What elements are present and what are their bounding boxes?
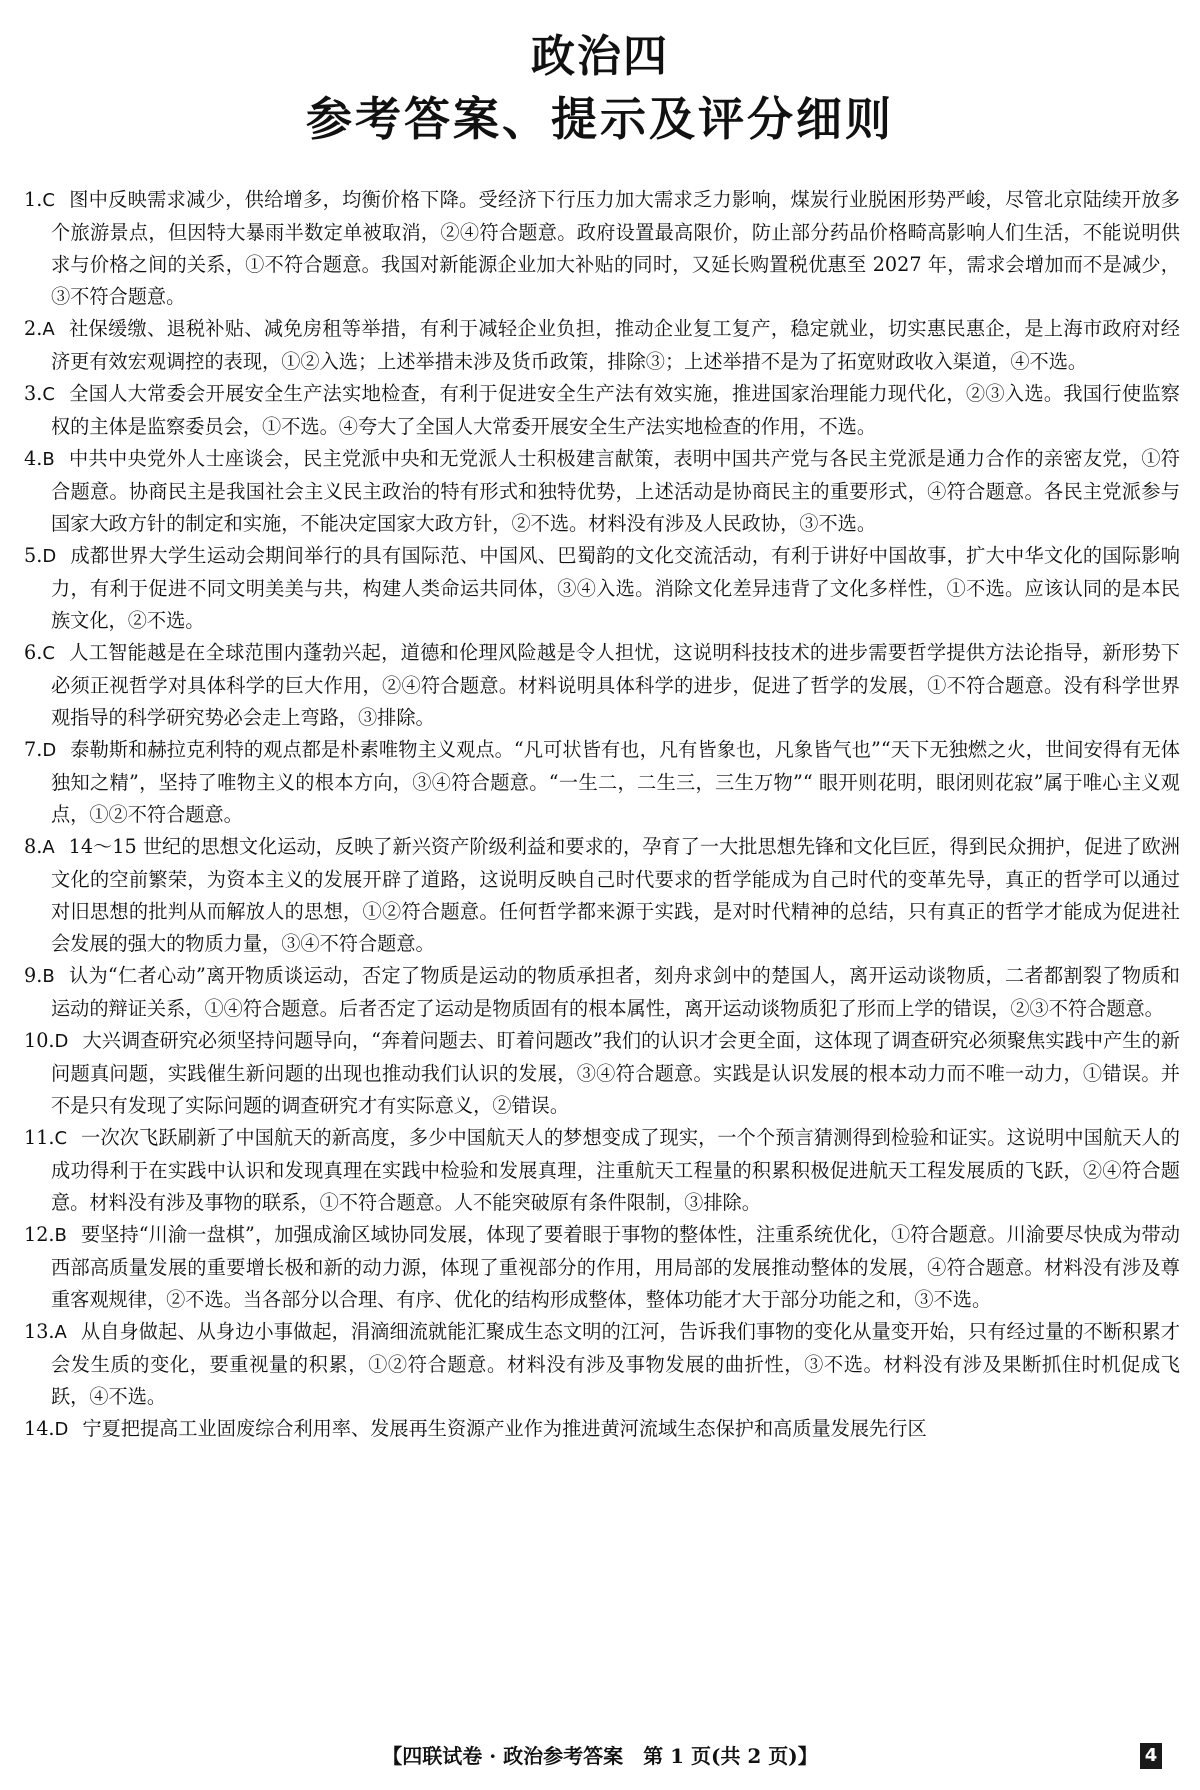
answer-item-9 <box>24 960 1180 1025</box>
answer-item-8 <box>24 831 1180 960</box>
answer-list <box>24 184 1180 1446</box>
answer-choice: C <box>54 1128 68 1149</box>
question-number: 10. <box>24 1029 55 1052</box>
answer-explanation: 14～15 世纪的思想文化运动，反映了新兴资产阶级利益和要求的，孕育了一大批思想先锋和文化巨匠，得到民众拥护，促进了欧洲文化的空前繁荣，为资本主义的发展开辟了道路，这说明反映自己时代要求的哲学能成为自己时代的变革先导，真正的哲学可以通过对旧思想的批判从而解放人的思想，①②符合题意。任何哲学都来源于实践，是对时代精神的总结，只有真正的哲学才能成为促进社会发展的强大的物质力量，③④不符合题意。 <box>51 835 1180 955</box>
question-number: 14. <box>24 1417 55 1440</box>
answer-choice: B <box>42 449 55 470</box>
question-number: 5. <box>24 544 43 567</box>
answer-choice: C <box>42 643 55 664</box>
answer-explanation: 要坚持“川渝一盘棋”，加强成渝区域协同发展，体现了要着眼于事物的整体性，注重系统优化，①符合题意。川渝要尽快成为带动西部高质量发展的重要增长极和新的动力源，体现了重视部分的作用，用局部的发展推动整体的发展，④符合题意。材料没有涉及尊重客观规律，②不选。当各部分以合理、有序、优化的结构形成整体，整体功能才大于部分功能之和，③不选。 <box>51 1223 1180 1311</box>
question-number: 12. <box>24 1223 55 1246</box>
answer-item-13 <box>24 1316 1180 1413</box>
answer-item-6 <box>24 637 1180 734</box>
answer-item-10 <box>24 1025 1180 1122</box>
answer-item-3 <box>24 378 1180 443</box>
answer-item-11 <box>24 1122 1180 1219</box>
answer-explanation: 宁夏把提高工业固废综合利用率、发展再生资源产业作为推进黄河流域生态保护和高质量发展先行区 <box>82 1417 927 1440</box>
answer-item-12 <box>24 1219 1180 1316</box>
answer-explanation: 人工智能越是在全球范围内蓬勃兴起，道德和伦理风险越是令人担忧，这说明科技技术的进步需要哲学提供方法论指导，新形势下必须正视哲学对具体科学的巨大作用，②④符合题意。材料说明具体科学的进步，促进了哲学的发展，①不符合题意。没有科学世界观指导的科学研究势必会走上弯路，③排除。 <box>51 641 1180 729</box>
answer-choice: D <box>42 546 57 567</box>
question-number: 2. <box>24 317 43 340</box>
answer-choice: B <box>42 966 55 987</box>
page-subtitle: 参考答案、提示及评分细则 <box>306 92 894 146</box>
answer-choice: A <box>42 319 55 340</box>
question-number: 8. <box>24 835 43 858</box>
answer-choice: D <box>42 740 57 761</box>
answer-choice: D <box>54 1419 69 1440</box>
page-title: 政治四 <box>531 31 669 82</box>
answer-explanation: 大兴调查研究必须坚持问题导向，“奔着问题去、盯着问题改”我们的认识才会更全面，这体现了调查研究必须聚焦实践中产生的新问题真问题，实践催生新问题的出现也推动我们认识的发展，③④符合题意。实践是认识发展的根本动力而不唯一动力，①错误。并不是只有发现了实际问题的调查研究才有实际意义，②错误。 <box>51 1029 1180 1117</box>
title-block <box>0 28 1200 152</box>
answer-explanation: 泰勒斯和赫拉克利特的观点都是朴素唯物主义观点。“凡可状皆有也，凡有皆象也，凡象皆气也”“天下无独燃之火，世间安得有无体独知之精”，坚持了唯物主义的根本方向，③④符合题意。“一生二，二生三，三生万物”“ 眼开则花明，眼闭则花寂”属于唯心主义观点，①②不符合题意。 <box>51 738 1180 826</box>
answer-item-2 <box>24 313 1180 378</box>
answer-explanation: 全国人大常委会开展安全生产法实地检查，有利于促进安全生产法有效实施，推进国家治理能力现代化，②③入选。我国行使监察权的主体是监察委员会，①不选。④夸大了全国人大常委开展安全生产法实地检查的作用，不选。 <box>51 382 1180 438</box>
answer-explanation: 图中反映需求减少，供给增多，均衡价格下降。受经济下行压力加大需求乏力影响，煤炭行业脱困形势严峻，尽管北京陆续开放多个旅游景点，但因特大暴雨半数定单被取消，②④符合题意。政府设置最高限价，防止部分药品价格畸高影响人们生活，不能说明供求与价格之间的关系，①不符合题意。我国对新能源企业加大补贴的同时，又延长购置税优惠至 2027 年，需求会增加而不是减少，③不符合题意。 <box>51 188 1180 308</box>
question-number: 4. <box>24 447 43 470</box>
question-number: 3. <box>24 382 43 405</box>
question-number: 11. <box>24 1126 55 1149</box>
answer-item-5 <box>24 540 1180 637</box>
question-number: 1. <box>24 188 43 211</box>
answer-choice: D <box>54 1031 69 1052</box>
answer-choice: B <box>54 1225 67 1246</box>
answer-explanation: 一次次飞跃刷新了中国航天的新高度，多少中国航天人的梦想变成了现实，一个个预言猜测得到检验和证实。这说明中国航天人的成功得利于在实践中认识和发现真理在实践中检验和发展真理，注重航天工程量的积累积极促进航天工程发展质的飞跃，②④符合题意。材料没有涉及事物的联系，①不符合题意。人不能突破原有条件限制，③排除。 <box>51 1126 1180 1214</box>
answer-choice: A <box>54 1322 67 1343</box>
answer-choice: C <box>42 384 55 405</box>
question-number: 13. <box>24 1320 55 1343</box>
question-number: 7. <box>24 738 43 761</box>
answer-item-1 <box>24 184 1180 313</box>
answer-choice: A <box>42 837 55 858</box>
answer-item-4 <box>24 443 1180 540</box>
answer-explanation: 从自身做起、从身边小事做起，涓滴细流就能汇聚成生态文明的江河，告诉我们事物的变化从量变开始，只有经过量的不断积累才会发生质的变化，要重视量的积累，①②符合题意。材料没有涉及事物发展的曲折性，③不选。材料没有涉及果断抓住时机促成飞跃，④不选。 <box>51 1320 1180 1408</box>
answer-choice: C <box>42 190 55 211</box>
answer-item-7 <box>24 734 1180 831</box>
answer-item-14 <box>24 1413 1180 1446</box>
page-number-badge: 4 <box>1140 1743 1162 1769</box>
question-number: 6. <box>24 641 43 664</box>
page-footer: 【四联试卷 · 政治参考答案 第 1 页(共 2 页)】 <box>382 1744 818 1768</box>
answer-explanation: 中共中央党外人士座谈会，民主党派中央和无党派人士积极建言献策，表明中国共产党与各民主党派是通力合作的亲密友党，①符合题意。协商民主是我国社会主义民主政治的特有形式和独特优势，上述活动是协商民主的重要形式，④符合题意。各民主党派参与国家大政方针的制定和实施，不能决定国家大政方针，②不选。材料没有涉及人民政协，③不选。 <box>51 447 1180 535</box>
answer-explanation: 社保缓缴、退税补贴、减免房租等举措，有利于减轻企业负担，推动企业复工复产，稳定就业，切实惠民惠企，是上海市政府对经济更有效宏观调控的表现，①②入选；上述举措未涉及货币政策，排除③；上述举措不是为了拓宽财政收入渠道，④不选。 <box>51 317 1180 373</box>
answer-explanation: 认为“仁者心动”离开物质谈运动，否定了物质是运动的物质承担者，刻舟求剑中的楚国人，离开运动谈物质，二者都割裂了物质和运动的辩证关系，①④符合题意。后者否定了运动是物质固有的根本属性，离开运动谈物质犯了形而上学的错误，②③不符合题意。 <box>51 964 1180 1020</box>
answer-explanation: 成都世界大学生运动会期间举行的具有国际范、中国风、巴蜀韵的文化交流活动，有利于讲好中国故事，扩大中华文化的国际影响力，有利于促进不同文明美美与共，构建人类命运共同体，③④入选。消除文化差异违背了文化多样性，①不选。应该认同的是本民族文化，②不选。 <box>51 544 1180 632</box>
question-number: 9. <box>24 964 43 987</box>
